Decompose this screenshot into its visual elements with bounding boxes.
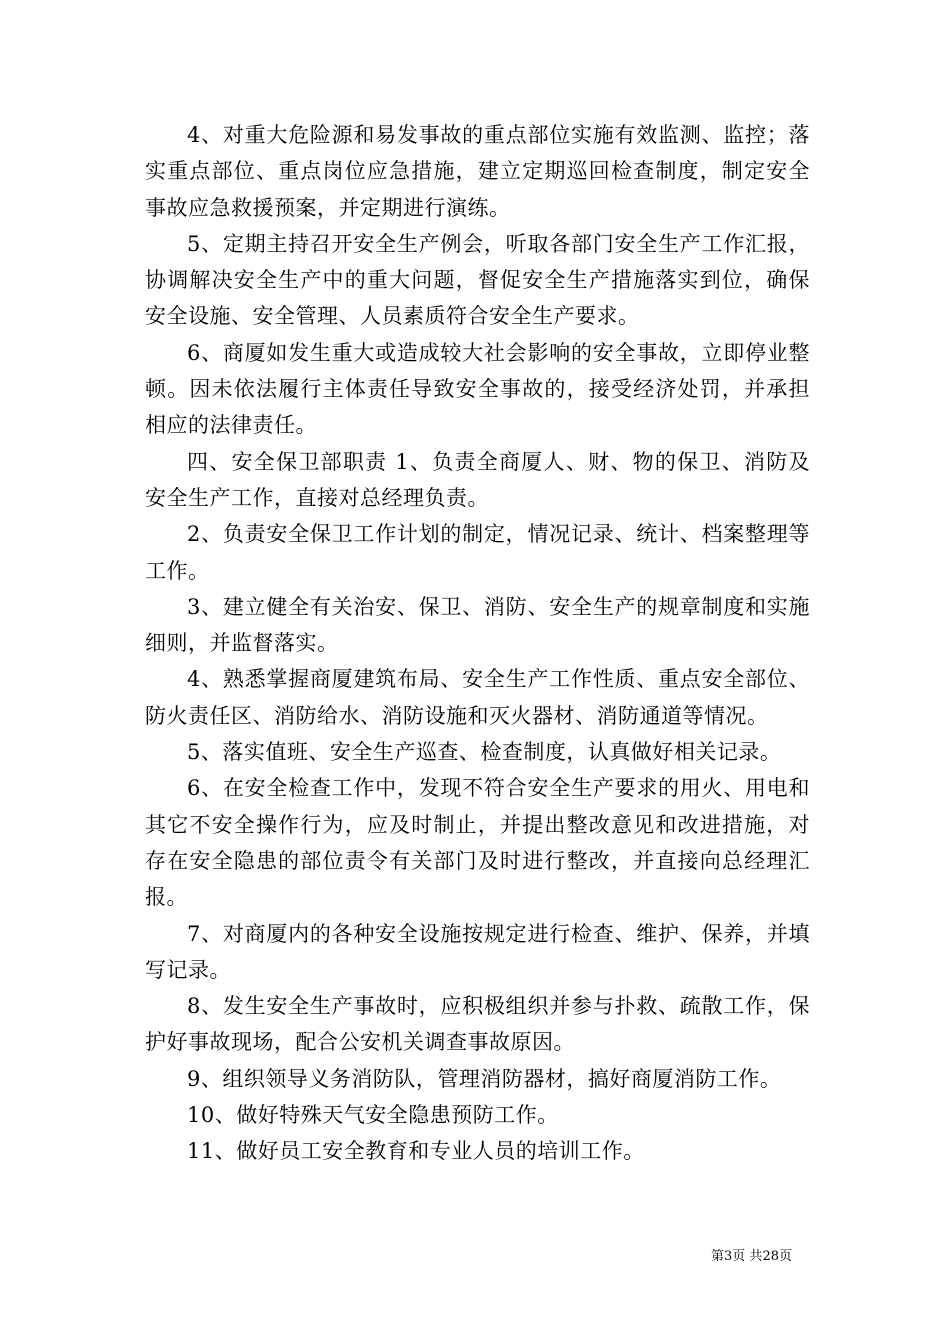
section-heading-paragraph: 四、安全保卫部职责 1、负责全商厦人、财、物的保卫、消防及安全生产工作，直接对总经理负责。 <box>145 449 810 510</box>
paragraph: 11、做好员工安全教育和专业人员的培训工作。 <box>187 1139 645 1164</box>
paragraph: 4、对重大危险源和易发事故的重点部位实施有效监测、监控；落实重点部位、重点岗位应急措施，建立定期巡回检查制度，制定安全事故应急救援预案，并定期进行演练。 <box>145 123 810 220</box>
footer-prefix: 第 <box>711 1249 725 1264</box>
paragraph: 6、在安全检查工作中，发现不符合安全生产要求的用火、用电和其它不安全操作行为，应及时制止，并提出整改意见和改进措施，对存在安全隐患的部位责令有关部门及时进行整改，并直接向总经理汇报。 <box>145 776 810 910</box>
document-body <box>145 117 810 1170</box>
paragraph: 2、负责安全保卫工作计划的制定，情况记录、统计、档案整理等工作。 <box>145 522 810 583</box>
paragraph: 7、对商厦内的各种安全设施按规定进行检查、维护、保养，并填写记录。 <box>145 921 810 982</box>
current-page-number: 3 <box>724 1249 733 1264</box>
paragraph: 10、做好特殊天气安全隐患预防工作。 <box>187 1103 559 1128</box>
footer-middle: 页 共 <box>732 1249 763 1264</box>
paragraph: 4、熟悉掌握商厦建筑布局、安全生产工作性质、重点安全部位、防火责任区、消防给水、消防设施和灭火器材、消防通道等情况。 <box>145 667 810 728</box>
paragraph: 8、发生安全生产事故时，应积极组织并参与扑救、疏散工作，保护好事故现场，配合公安机关调查事故原因。 <box>145 994 810 1055</box>
paragraph: 5、定期主持召开安全生产例会，听取各部门安全生产工作汇报，协调解决安全生产中的重大问题，督促安全生产措施落实到位，确保安全设施、安全管理、人员素质符合安全生产要求。 <box>145 231 810 329</box>
paragraph: 9、组织领导义务消防队，管理消防器材，搞好商厦消防工作。 <box>187 1066 782 1091</box>
paragraph: 3、建立健全有关治安、保卫、消防、安全生产的规章制度和实施细则，并监督落实。 <box>145 594 810 656</box>
paragraph: 6、商厦如发生重大或造成较大社会影响的安全事故，立即停业整顿。因未依法履行主体责任导致安全事故的，接受经济处罚，并承担相应的法律责任。 <box>145 340 810 438</box>
page-number-footer <box>711 1249 792 1265</box>
total-pages-number: 28 <box>762 1249 779 1264</box>
footer-suffix: 页 <box>778 1249 792 1264</box>
paragraph: 5、落实值班、安全生产巡查、检查制度，认真做好相关记录。 <box>187 740 782 765</box>
